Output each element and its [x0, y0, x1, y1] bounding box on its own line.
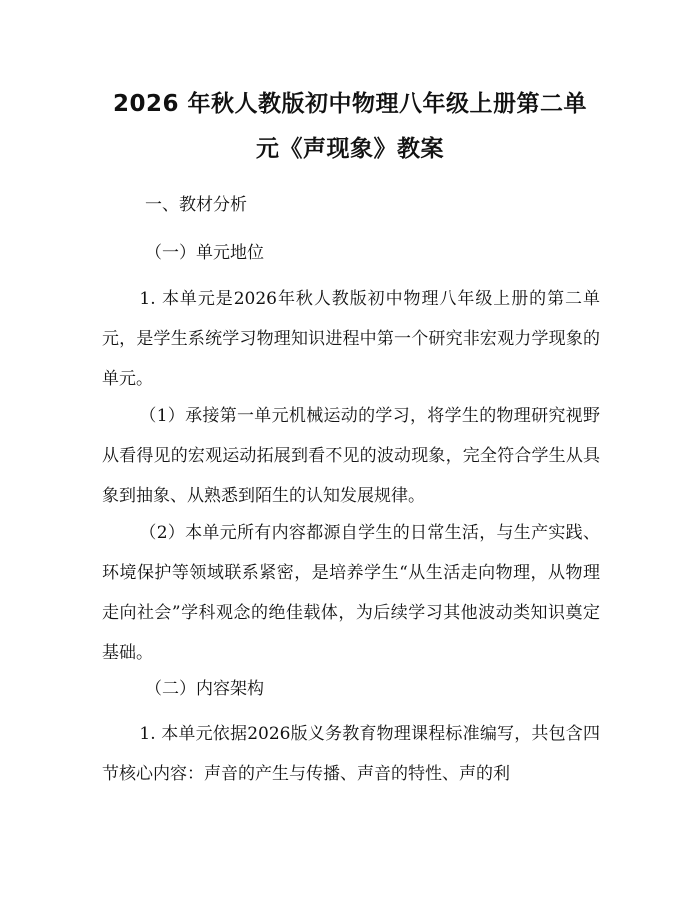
subsection-heading-content-structure: （二）内容架构	[145, 679, 264, 699]
paragraph-content-structure: 1. 本单元依据2026版义务教育物理课程标准编写，共包含四节核心内容：声音的产生与传播、声音的特性、声的利	[102, 724, 600, 784]
document-title-line-2: 元《声现象》教案	[256, 136, 444, 162]
section-heading-textbook-analysis: 一、教材分析	[145, 195, 247, 215]
paragraph-daily-life-relevance: （2）本单元所有内容都源自学生的日常生活，与生产实践、环境保护等领域联系紧密，是培养学生“从生活走向物理，从物理走向社会”学科观念的绝佳载体，为后续学习其他波动类知识奠定基础。	[102, 523, 600, 663]
subsection-heading-unit-position: （一）单元地位	[145, 243, 264, 263]
paragraph-connection-to-unit-one: （1）承接第一单元机械运动的学习，将学生的物理研究视野从看得见的宏观运动拓展到看不见的波动现象，完全符合学生从具象到抽象、从熟悉到陌生的认知发展规律。	[102, 406, 600, 506]
paragraph-unit-overview: 1. 本单元是2026年秋人教版初中物理八年级上册的第二单元，是学生系统学习物理知识进程中第一个研究非宏观力学现象的单元。	[102, 289, 600, 389]
document-title-line-1: 2026 年秋人教版初中物理八年级上册第二单	[112, 91, 588, 117]
